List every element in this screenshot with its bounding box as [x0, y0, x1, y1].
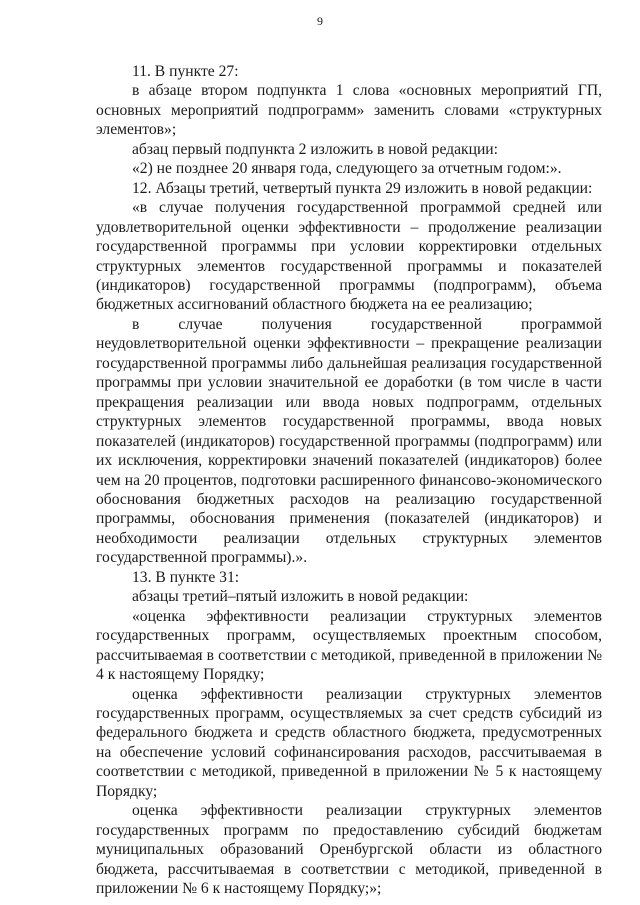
page-number: 9	[317, 14, 323, 28]
paragraph-item-11-new-text: «2) не позднее 20 января года, следующего за отчетным годом:».	[132, 160, 562, 178]
document-body	[96, 62, 602, 898]
paragraph-item-11-subitem-1: в абзаце втором подпункта 1 слова «основных мероприятий ГП, основных мероприятий подпрограмм» заменить словами «структурных элементов»;	[96, 82, 602, 139]
paragraph-item-13-clause-1: «оценка эффективности реализации структурных элементов государственных программ, осуществляемых проектным способом, рассчитываемая в соответствии с методикой, приведенной в приложении № 4 к настоящему Порядку;	[96, 607, 602, 684]
paragraph-item-13-intro: абзацы третий–пятый изложить в новой редакции:	[132, 588, 469, 606]
paragraph-item-11-subitem-2: абзац первый подпункта 2 изложить в новой редакции:	[132, 140, 498, 158]
paragraph-item-12-clause-2: в случае получения государственной программой неудовлетворительной оценки эффективности – прекращение реализации государственной программы либо дальнейшая реализация государственной программы при условии значительной ее доработки (в том числе в части прекращения реализации или ввода новых подпрограмм, отдельных структурных элементов государственной программы, ввода новых показателей (индикаторов) государственной программы (подпрограмм) или их исключения, корректировки значений показателей (индикаторов) более чем на 20 процентов, подготовки расширенного финансово-экономического обоснования бюджетных расходов на реализацию государственной программы, обоснования применения (показателей (индикаторов) и необходимости реализации отдельных структурных элементов государственной программы).».	[96, 315, 602, 567]
paragraph-item-11-heading: 11. В пункте 27:	[132, 63, 239, 80]
paragraph-item-13-heading: 13. В пункте 31:	[132, 568, 240, 586]
paragraph-item-13-clause-3: оценка эффективности реализации структурных элементов государственных программ по предоставлению субсидий бюджетам муниципальных образований Оренбургской области из областного бюджета, рассчитываемая в соответствии с методикой, приведенной в приложении № 6 к настоящему Порядку;»;	[96, 802, 602, 898]
paragraph-item-13-clause-2: оценка эффективности реализации структурных элементов государственных программ, осуществляемых за счет средств субсидий из федерального бюджета и средств областного бюджета, предусмотренных на обеспечение условий софинансирования расходов, рассчитываемая в соответствии с методикой, приведенной в приложении № 5 к настоящему Порядку;	[96, 685, 602, 800]
paragraph-item-12-heading: 12. Абзацы третий, четвертый пункта 29 изложить в новой редакции:	[132, 179, 593, 197]
paragraph-item-12-clause-1: «в случае получения государственной программой средней или удовлетворительной оценки эффективности – продолжение реализации государственной программы при условии корректировки отдельных структурных элементов государственной программы и показателей (индикаторов) государственной программы (подпрограмм), объема бюджетных ассигнований областного бюджета на ее реализацию;	[96, 199, 602, 314]
